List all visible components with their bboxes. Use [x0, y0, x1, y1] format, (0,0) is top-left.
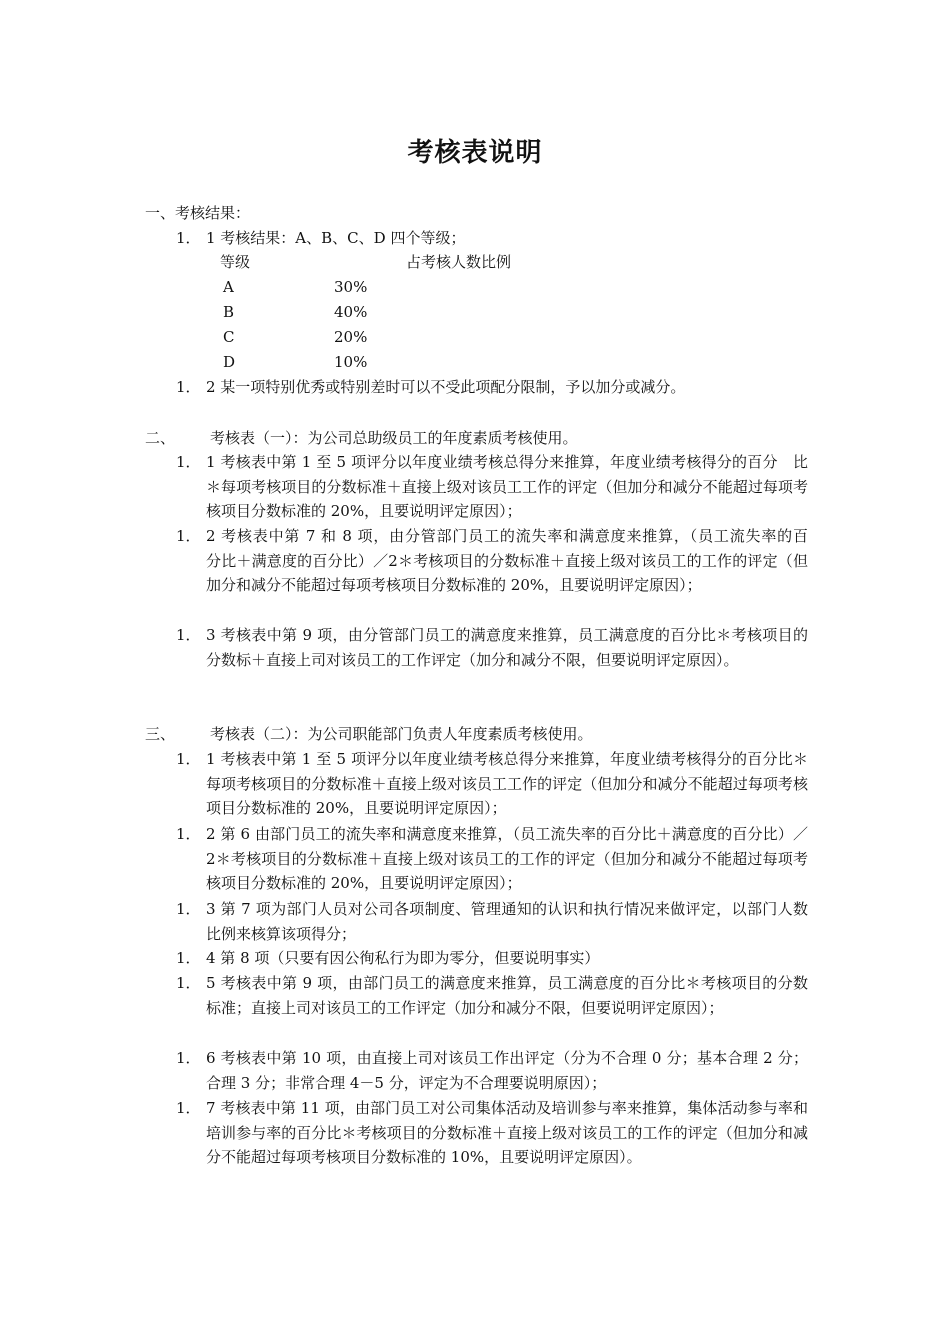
grade-table-cell-grade: C [223, 328, 235, 346]
item-number: 1． [176, 825, 201, 843]
section-2-heading-number: 二、 [145, 429, 176, 447]
item-number: 1． [176, 750, 201, 768]
grade-table-cell-ratio: 20% [334, 328, 368, 346]
grade-table-header-grade: 等级 [220, 253, 251, 271]
item-text: 7 考核表中第 11 项，由部门员工对公司集体活动及培训参与率来推算，集体活动参与率和培训参与率的百分比＊考核项目的分数标准＋直接上级对该员工的工作的评定（但加分和减分不能超过每项考核项目分数标准的 10%，且要说明评定原因）。 [206, 1099, 808, 1166]
item-number: 1． [176, 453, 201, 471]
grade-table-cell-grade: B [223, 303, 235, 321]
item-text: 5 考核表中第 9 项，由部门员工的满意度来推算，员工满意度的百分比＊考核项目的分数标准；直接上司对该员工的工作评定（加分和减分不限，但要说明评定原因）； [206, 974, 808, 1017]
item-number: 1． [176, 626, 201, 644]
item-text: 1 考核结果：A、B、C、D 四个等级； [206, 229, 466, 247]
grade-table-cell-ratio: 40% [334, 303, 368, 321]
grade-table-cell-grade: D [223, 353, 236, 371]
item-number: 1． [176, 949, 201, 967]
item-text: 3 第 7 项为部门人员对公司各项制度、管理通知的认识和执行情况来做评定，以部门人数比例来核算该项得分； [206, 900, 808, 943]
item-number: 1． [176, 1099, 201, 1117]
item-text: 2 某一项特别优秀或特别差时可以不受此项配分限制，予以加分或减分。 [206, 378, 686, 396]
grade-table-cell-grade: A [223, 278, 234, 296]
item-text: 4 第 8 项（只要有因公徇私行为即为零分，但要说明事实） [206, 949, 600, 967]
item-text: 1 考核表中第 1 至 5 项评分以年度业绩考核总得分来推算，年度业绩考核得分的百分 比＊每项考核项目的分数标准＋直接上级对该员工工作的评定（但加分和减分不能超过每项考核项目分数标准的 20%，且要说明评定原因）； [206, 453, 808, 520]
section-3-heading: 考核表（二）：为公司职能部门负责人年度素质考核使用。 [210, 725, 593, 743]
item-text: 3 考核表中第 9 项，由分管部门员工的满意度来推算，员工满意度的百分比＊考核项目的分数标＋直接上司对该员工的工作评定（加分和减分不限，但要说明评定原因）。 [206, 626, 808, 669]
item-text: 2 考核表中第 7 和 8 项，由分管部门员工的流失率和满意度来推算，（员工流失率的百 分比＋满意度的百分比）／2＊考核项目的分数标准＋直接上级对该员工的工作的评定（但加分和减分不能超过每项考核项目分数标准的 20%，且要说明评定原因）； [206, 527, 839, 594]
item-number: 1． [176, 1049, 201, 1067]
item-number: 1． [176, 974, 201, 992]
item-number: 1． [176, 378, 201, 396]
section-3-heading-number: 三、 [145, 725, 176, 743]
page-title: 考核表说明 [407, 138, 543, 168]
item-number: 1． [176, 527, 201, 545]
item-number: 1． [176, 229, 201, 247]
item-text: 2 第 6 由部门员工的流失率和满意度来推算，（员工流失率的百分比＋满意度的百分比）／2＊考核项目的分数标准＋直接上级对该员工的工作的评定（但加分和减分不能超过每项考核项目分数标准的 20%，且要说明评定原因）； [206, 825, 808, 892]
section-2-heading: 考核表（一）：为公司总助级员工的年度素质考核使用。 [210, 429, 578, 447]
grade-table-header-ratio: 占考核人数比例 [406, 253, 512, 271]
item-text: 1 考核表中第 1 至 5 项评分以年度业绩考核总得分来推算，年度业绩考核得分的百分比＊每项考核项目的分数标准＋直接上级对该员工工作的评定（但加分和减分不能超过每项考核项目分数标准的 20%，且要说明评定原因）； [206, 750, 808, 817]
item-text: 6 考核表中第 10 项，由直接上司对该员工作出评定（分为不合理 0 分；基本合理 2 分；合理 3 分；非常合理 4－5 分，评定为不合理要说明原因）； [206, 1049, 808, 1092]
section-1-heading: 一、考核结果： [145, 204, 251, 222]
grade-table-cell-ratio: 30% [334, 278, 368, 296]
grade-table-cell-ratio: 10% [334, 353, 368, 371]
item-number: 1． [176, 900, 201, 918]
